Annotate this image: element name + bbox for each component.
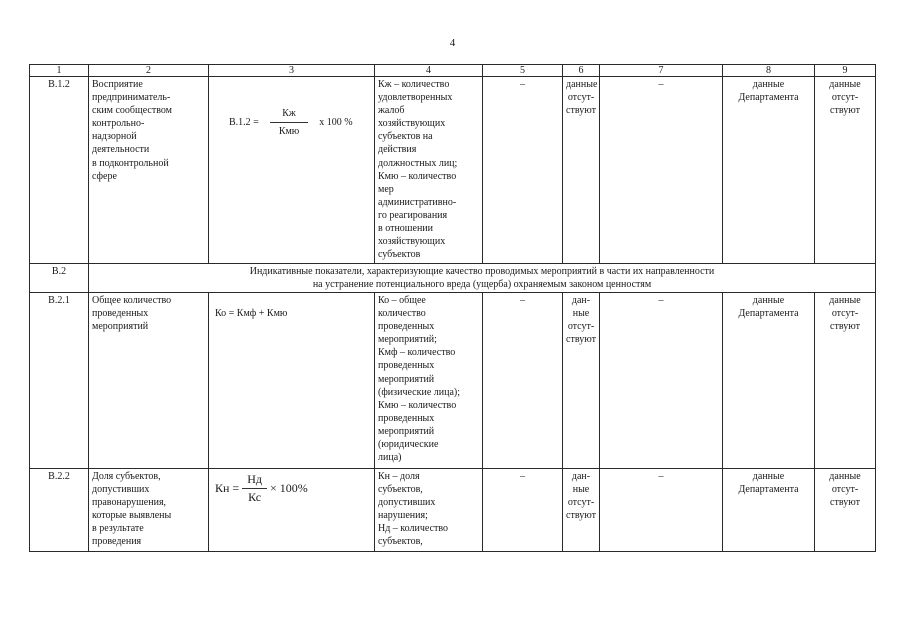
col-number-5: 5 (483, 65, 563, 77)
formula-numerator: Нд (242, 473, 267, 489)
indicator-code: В.1.2 (30, 77, 89, 264)
col-number-3: 3 (209, 65, 375, 77)
formula-rhs: х 100 % (319, 117, 353, 129)
section-title-line2: на устранение потенциального вреда (ущерба) охраняемым законом ценностям (312, 279, 652, 290)
col6-value: дан- ные отсут- ствуют (563, 293, 600, 469)
col5-value: – (483, 469, 563, 552)
col-number-9: 9 (815, 65, 876, 77)
col7-value: – (600, 469, 723, 552)
indicator-table (29, 64, 876, 552)
section-title-line1: Индикативные показатели, характеризующие качество проводимых мероприятий в части их направленности (249, 266, 715, 277)
col7-value: – (600, 77, 723, 264)
indicator-description: Доля субъектов, допустивших правонарушения, которые выявлены в результате проведения (89, 469, 209, 552)
indicator-definitions: Ко – общее количество проведенных мероприятий; Кмф – количество проведенных мероприятий (физические лица); Кмю – количество проведенных мероприятий (юридические лица) (375, 293, 483, 469)
col-number-1: 1 (30, 65, 89, 77)
indicator-description: Восприятие предприниматель- ским сообществом контрольно- надзорной деятельности в подконтрольной сфере (89, 77, 209, 264)
col-number-2: 2 (89, 65, 209, 77)
indicator-formula (209, 469, 375, 552)
col9-value: данные отсут- ствуют (815, 469, 876, 552)
indicator-definitions: Кн – доля субъектов, допустивших нарушения; Нд – количество субъектов, (375, 469, 483, 552)
col-number-7: 7 (600, 65, 723, 77)
section-title (89, 264, 876, 293)
col-number-6: 6 (563, 65, 600, 77)
col9-value: данные отсут- ствуют (815, 77, 876, 264)
formula-lhs: Кн = (215, 481, 240, 496)
indicator-formula (209, 77, 375, 264)
formula-numerator: Кж (270, 107, 308, 123)
section-row (30, 264, 876, 293)
formula-denominator: Кс (248, 490, 262, 505)
indicator-code: В.2.2 (30, 469, 89, 552)
formula-lhs: В.1.2 = (229, 117, 259, 129)
formula-rhs: × 100% (269, 481, 308, 496)
col8-value: данные Департамента (723, 293, 815, 469)
col-number-4: 4 (375, 65, 483, 77)
table-row (30, 77, 876, 264)
col8-value: данные Департамента (723, 469, 815, 552)
page-number: 4 (449, 37, 456, 49)
col5-value: – (483, 77, 563, 264)
indicator-code: В.2.1 (30, 293, 89, 469)
table-row (30, 469, 876, 552)
table-row (30, 293, 876, 469)
column-number-row (30, 65, 876, 77)
col6-value: дан- ные отсут- ствуют (563, 469, 600, 552)
section-code: В.2 (30, 264, 89, 293)
col9-value: данные отсут- ствуют (815, 293, 876, 469)
indicator-definitions: Кж – количество удовлетворенных жалоб хозяйствующих субъектов на действия должностных лиц; Кмю – количество мер административно- го реагирования в отношении хозяйствующих субъектов (375, 77, 483, 264)
formula-text: Ко = Кмф + Кмю (215, 308, 288, 319)
indicator-description: Общее количество проведенных мероприятий (89, 293, 209, 469)
indicator-formula (209, 293, 375, 469)
col5-value: – (483, 293, 563, 469)
col8-value: данные Департамента (723, 77, 815, 264)
col-number-8: 8 (723, 65, 815, 77)
formula-denominator: Кмю (278, 126, 300, 138)
col6-value: данные отсут- ствуют (563, 77, 600, 264)
col7-value: – (600, 293, 723, 469)
